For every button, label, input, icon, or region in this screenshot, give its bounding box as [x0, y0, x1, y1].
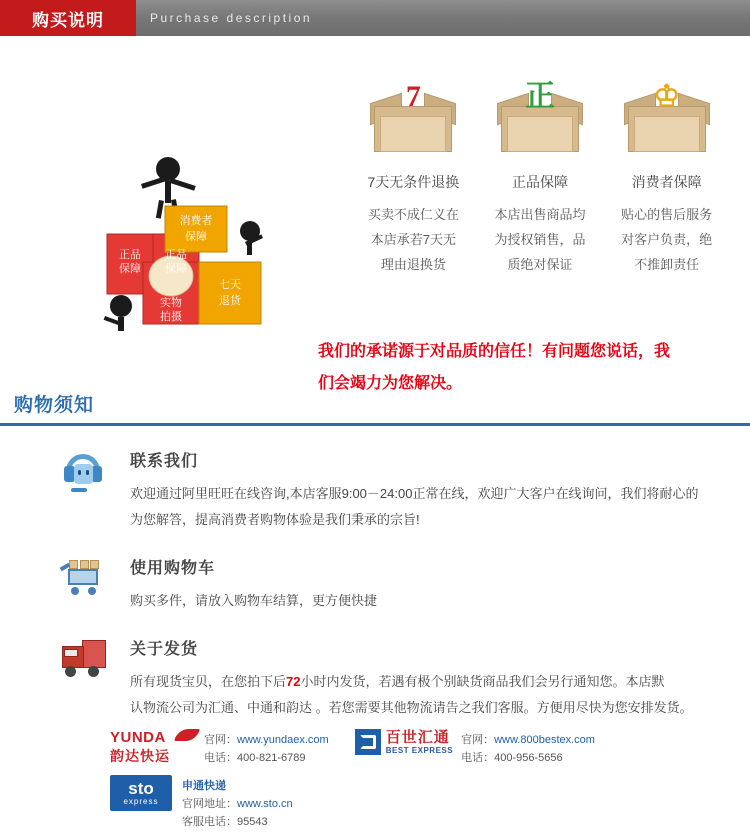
- guarantee-card: [350, 80, 477, 277]
- promise-line-1: 我们的承诺源于对品质的信任！有问题您说话，我: [318, 343, 671, 360]
- note-text-pre: 所有现货宝贝，在您拍下后: [130, 674, 287, 689]
- guarantee-card-line: 不推卸责任: [634, 257, 700, 272]
- svg-text:保障: 保障: [185, 231, 207, 243]
- shopping-notes-title-bar: [0, 381, 750, 426]
- svg-text:保障: 保障: [165, 263, 187, 275]
- logistics-entry-best-express: [355, 729, 595, 767]
- logistics-website-value[interactable]: www.800bestex.com: [494, 734, 595, 746]
- purchase-description-title-en: Purchase description: [150, 11, 313, 25]
- note-text-line: [130, 669, 728, 695]
- svg-text:实物: 实物: [160, 297, 182, 309]
- guarantee-card-line: 本店出售商品均: [494, 207, 586, 222]
- best-express-mark-icon: [355, 729, 381, 755]
- purchase-description-header: [0, 0, 750, 36]
- sto-logo-en2: express: [123, 797, 159, 806]
- best-express-logo: [355, 729, 453, 755]
- shipping-hours-highlight: 72: [286, 674, 301, 689]
- delivery-truck-icon: [58, 634, 110, 686]
- guarantee-card: [477, 80, 604, 277]
- note-text-post: 小时内发货，若遇有极个别缺货商品我们会另行通知您。本店默: [300, 674, 665, 689]
- svg-text:正品: 正品: [165, 249, 187, 261]
- logistics-website-label: 官网：: [461, 734, 495, 746]
- note-block-cart: [0, 533, 750, 614]
- guarantee-card-title: 7天无条件退换: [367, 174, 460, 190]
- svg-text:退货: 退货: [219, 295, 241, 307]
- carton-symbol: 7: [405, 80, 421, 113]
- sto-logo-en: sto: [128, 779, 154, 798]
- guarantee-card-line: 理由退换货: [380, 257, 446, 272]
- logistics-phone-label: 客服电话：: [182, 816, 237, 828]
- guarantee-cards: [350, 80, 730, 277]
- guarantee-card-line: 贴心的售后服务: [621, 207, 713, 222]
- logistics-website-value[interactable]: www.sto.cn: [237, 798, 293, 810]
- logistics-phone-label: 电话：: [204, 752, 237, 764]
- svg-text:消费者: 消费者: [179, 215, 213, 227]
- carton-symbol: ♔: [653, 80, 681, 113]
- logistics-website-line: [182, 795, 293, 813]
- guarantee-card: [603, 80, 730, 277]
- logistics-website-line: [204, 731, 329, 749]
- note-block-contact: [0, 426, 750, 533]
- purchase-description-title-cn: 购买说明: [32, 10, 104, 30]
- best-express-logo-cn: 百世汇通: [385, 728, 450, 746]
- logistics-entry-yunda: [110, 729, 329, 767]
- carton-symbol: 正: [525, 80, 555, 113]
- guarantee-card-line: 质绝对保证: [507, 257, 573, 272]
- svg-text:正品: 正品: [119, 249, 141, 261]
- note-heading: 使用购物车: [130, 560, 216, 577]
- logistics-website-label: 官网地址：: [182, 798, 237, 810]
- guarantee-section: [0, 36, 750, 392]
- carton-consumer-icon: [624, 80, 710, 158]
- guarantee-card-line: 为授权销售，品: [494, 232, 586, 247]
- yunda-logo-cn: 韵达快运: [110, 748, 170, 764]
- svg-text:保障: 保障: [119, 263, 141, 275]
- yunda-logo-en: YUNDA: [110, 729, 166, 746]
- headset-icon: [58, 446, 110, 498]
- logistics-phone-value: 400-821-6789: [237, 752, 306, 764]
- guarantee-card-line: 买卖不成仁义在: [367, 207, 459, 222]
- carton-genuine-icon: [497, 80, 583, 158]
- sto-express-logo: [110, 775, 172, 811]
- logistics-partners: [0, 721, 750, 831]
- sto-logo-cn: 申通快递: [182, 780, 226, 792]
- logistics-website-line: [461, 731, 595, 749]
- guarantee-card-title: 消费者保障: [631, 174, 702, 190]
- shopping-notes-title: 购物须知: [14, 395, 95, 416]
- best-express-logo-en: BEST EXPRESS: [385, 745, 454, 755]
- guarantee-card-line: 对客户负责，绝: [621, 232, 713, 247]
- note-text-line: 认物流公司为汇通、中通和韵达 。若您需要其他物流请告之我们客服。方便用尽快为您安排发货。: [130, 700, 693, 715]
- logistics-phone-value: 95543: [237, 816, 268, 828]
- guarantee-card-title: 正品保障: [512, 174, 568, 190]
- svg-text:七天: 七天: [219, 279, 241, 291]
- yunda-logo: [110, 729, 196, 767]
- note-heading: 联系我们: [130, 453, 199, 470]
- logistics-phone-line: [204, 749, 329, 767]
- logistics-entry-sto: [110, 775, 293, 831]
- purchase-description-tab: [0, 0, 136, 36]
- promise-line-2: 们会竭力为您解决。: [318, 375, 463, 392]
- note-text-line: 购买多件，请放入购物车结算，更方便快捷: [130, 593, 378, 608]
- logistics-phone-label: 电话：: [461, 752, 495, 764]
- logistics-row: [110, 729, 750, 767]
- logistics-website-value[interactable]: www.yundaex.com: [237, 734, 329, 746]
- svg-text:拍摄: 拍摄: [160, 311, 182, 323]
- logistics-website-label: 官网：: [204, 734, 237, 746]
- shopping-cart-icon: [58, 553, 110, 605]
- mascot-boxes-illustration: [45, 66, 335, 336]
- logistics-row: [110, 775, 750, 831]
- logistics-phone-line: [182, 813, 293, 831]
- note-block-shipping: [0, 614, 750, 721]
- note-text-line: 欢迎通过阿里旺旺在线咨询,本店客服9:00－24:00正常在线，欢迎广大客户在线询问，我们将耐心的: [130, 486, 699, 501]
- logistics-phone-line: [461, 749, 595, 767]
- guarantee-card-line: 本店承若7天无: [370, 232, 456, 247]
- logistics-phone-value: 400-956-5656: [494, 752, 563, 764]
- note-heading: 关于发货: [130, 641, 199, 658]
- note-text-line: 为您解答，提高消费者购物体验是我们秉承的宗旨!: [130, 512, 420, 527]
- carton-7day-icon: [370, 80, 456, 158]
